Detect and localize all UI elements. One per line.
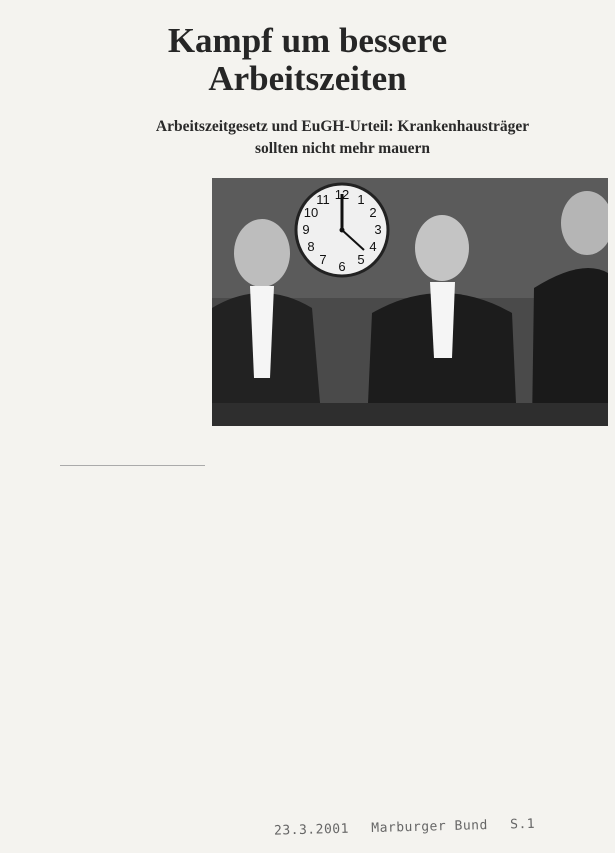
column-2 [205, 462, 323, 772]
svg-text:1: 1 [357, 192, 365, 207]
svg-text:8: 8 [307, 239, 315, 254]
court-photo [212, 178, 608, 426]
headline [0, 22, 615, 98]
svg-text:9: 9 [302, 222, 310, 237]
column-divider [60, 465, 205, 466]
wall-clock-icon [296, 184, 388, 276]
svg-text:12: 12 [334, 187, 350, 202]
subhead-line-1: Arbeitszeitgesetz und EuGH-Urteil: Krankenhausträger [155, 118, 530, 135]
svg-text:3: 3 [374, 222, 382, 237]
column-3 [335, 462, 447, 772]
handwritten-date: 23.3.2001 [273, 821, 350, 839]
subheadline [110, 116, 575, 160]
column-1 [60, 178, 206, 778]
headline-line-1: Kampf um bessere [167, 21, 448, 60]
handwritten-source: Marburger Bund [371, 818, 489, 837]
photo-caption [212, 428, 608, 458]
court-photo-illustration [212, 178, 608, 426]
svg-text:11: 11 [316, 192, 330, 207]
svg-text:10: 10 [303, 205, 319, 220]
svg-text:4: 4 [369, 239, 377, 254]
column-4 [478, 462, 600, 772]
svg-text:5: 5 [357, 252, 365, 267]
handwritten-page: S.1 [509, 816, 536, 833]
headline-line-2: Arbeitszeiten [208, 59, 407, 98]
svg-text:6: 6 [338, 259, 346, 274]
svg-text:2: 2 [369, 205, 377, 220]
svg-text:7: 7 [319, 252, 327, 267]
handwritten-annotation [274, 816, 549, 838]
subhead-line-2: sollten nicht mehr mauern [255, 140, 430, 157]
